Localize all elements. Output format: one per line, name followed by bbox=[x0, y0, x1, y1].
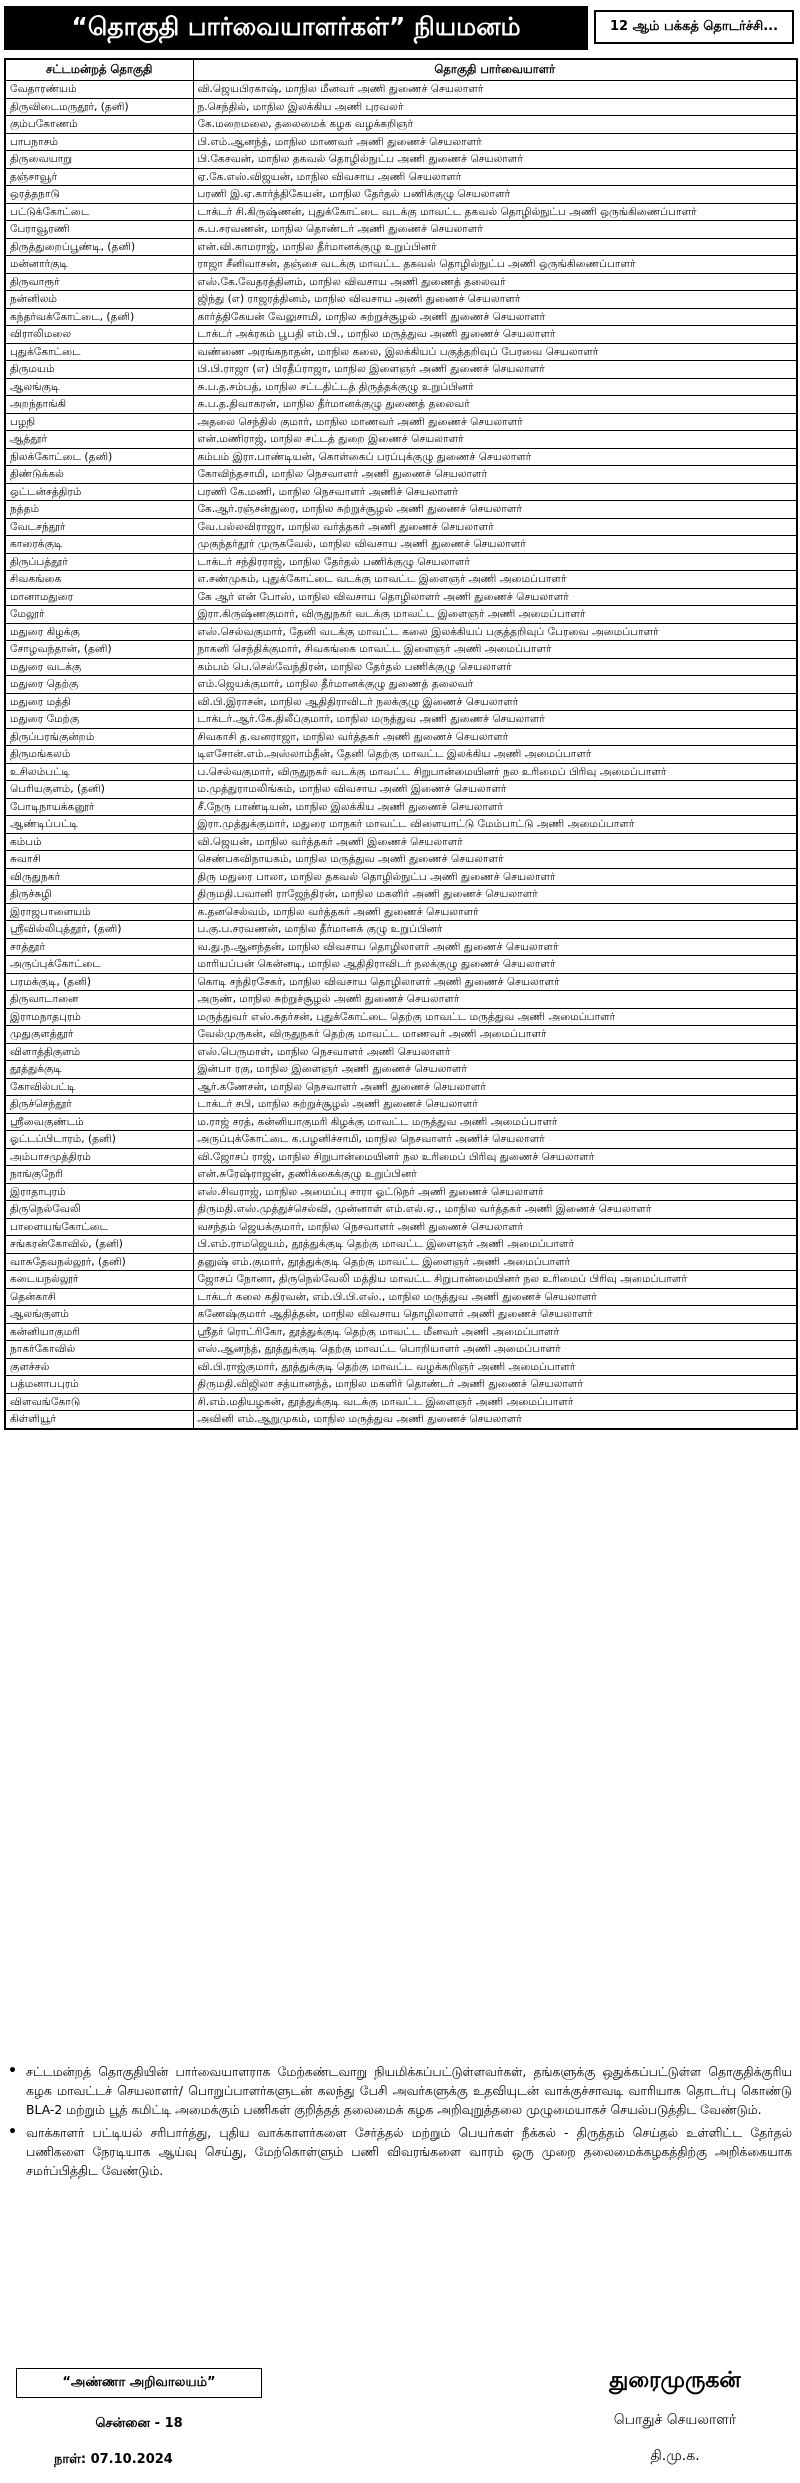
constituency-cell: திருவிடைமருதூர், (தனி) bbox=[5, 98, 193, 116]
organization-name: தி.மு.க. bbox=[650, 2448, 700, 2464]
table-row bbox=[5, 623, 797, 641]
constituency-cell: சாத்தூர் bbox=[5, 938, 193, 956]
table-row bbox=[5, 1008, 797, 1026]
table-row bbox=[5, 221, 797, 239]
constituency-cell: திருநெல்வேலி bbox=[5, 1201, 193, 1219]
table-row bbox=[5, 1026, 797, 1044]
observer-cell: எஸ்.கே.வேதரத்தினம், மாநில விவசாய அணி துணைத் தலைவர் bbox=[193, 273, 797, 291]
observer-cell: என்.வி.காமராஜ், மாநில தீர்மானக்குழு உறுப்பினர் bbox=[193, 238, 797, 256]
table-row bbox=[5, 571, 797, 589]
observer-cell: சீ.நேரு பாண்டியன், மாநில இலக்கிய அணி துணைச் செயலாளர் bbox=[193, 798, 797, 816]
constituency-cell: ஆலங்குடி bbox=[5, 378, 193, 396]
table-row bbox=[5, 746, 797, 764]
observer-cell: சு.ப.த.திவாகரன், மாநில தீர்மானக்குழு துணைத் தலைவர் bbox=[193, 396, 797, 414]
constituency-cell: முதுகுளத்தூர் bbox=[5, 1026, 193, 1044]
table-row bbox=[5, 1131, 797, 1149]
constituency-cell: விளாத்திகுளம் bbox=[5, 1043, 193, 1061]
observer-cell: கம்பம் இரா.பாண்டியன், கொள்கைப் பரப்புக்குழு துணைச் செயலாளர் bbox=[193, 448, 797, 466]
constituency-cell: நிலக்கோட்டை (தனி) bbox=[5, 448, 193, 466]
table-row bbox=[5, 1218, 797, 1236]
table-row bbox=[5, 343, 797, 361]
observer-cell: வி.பி.ராஜ்குமார், தூத்துக்குடி தெற்கு மாவட்ட வழக்கறிஞர் அணி அமைப்பாளர் bbox=[193, 1358, 797, 1376]
constituency-cell: போடிநாயக்கனூர் bbox=[5, 798, 193, 816]
constituency-cell: விருதுநகர் bbox=[5, 868, 193, 886]
observer-cell: வேல்முருகன், விருதுநகர் தெற்கு மாவட்ட மாணவர் அணி அமைப்பாளர் bbox=[193, 1026, 797, 1044]
table-row bbox=[5, 98, 797, 116]
observer-cell: ம.முத்துராமலிங்கம், மாநில விவசாய அணி இணைச் செயலாளர் bbox=[193, 781, 797, 799]
constituency-cell: மன்னார்குடி bbox=[5, 256, 193, 274]
observer-cell: ஆர்.கணேசன், மாநில நெசவாளர் அணி துணைச் செயலாளர் bbox=[193, 1078, 797, 1096]
observer-cell: நாகனி செந்திக்குமார், சிவகங்கை மாவட்ட இளைஞர் அணி அமைப்பாளர் bbox=[193, 641, 797, 659]
table-row bbox=[5, 81, 797, 99]
constituency-cell: தென்காசி bbox=[5, 1288, 193, 1306]
observer-cell: டாக்டர் சந்திரராஜ், மாநில தேர்தல் பணிக்குழு செயலாளர் bbox=[193, 553, 797, 571]
constituency-cell: காரைக்குடி bbox=[5, 536, 193, 554]
table-body bbox=[5, 81, 797, 1429]
observer-table-wrap bbox=[4, 58, 796, 1430]
constituency-cell: ஸ்ரீவில்லிபுத்தூர், (தனி) bbox=[5, 921, 193, 939]
table-row bbox=[5, 326, 797, 344]
constituency-cell: மேலூர் bbox=[5, 606, 193, 624]
table-row bbox=[5, 256, 797, 274]
constituency-cell: கிள்ளியூர் bbox=[5, 1411, 193, 1429]
observer-cell: கம்பம் பெ.செல்வேந்திரன், மாநில தேர்தல் பணிக்குழு செயலாளர் bbox=[193, 658, 797, 676]
observer-cell: சி.எம்.மதியழகன், தூத்துக்குடி வடக்கு மாவட்ட இளைஞர் அணி அமைப்பாளர் bbox=[193, 1393, 797, 1411]
constituency-cell: ஆண்டிப்பட்டி bbox=[5, 816, 193, 834]
table-row bbox=[5, 833, 797, 851]
table-row bbox=[5, 1043, 797, 1061]
constituency-cell: திருமயம் bbox=[5, 361, 193, 379]
observer-cell: க.தனசெல்வம், மாநில வர்த்தகர் அணி துணைச் செயலாளர் bbox=[193, 903, 797, 921]
observer-cell: கே ஆர் என் போஸ், மாநில விவசாய தொழிலாளர் அணி துணைச் செயலாளர் bbox=[193, 588, 797, 606]
observer-cell: சு.ப.சரவணன், மாநில தொண்டர் அணி துணைச் செயலாளர் bbox=[193, 221, 797, 239]
constituency-cell: திருப்பரங்குன்றம் bbox=[5, 728, 193, 746]
table-row bbox=[5, 641, 797, 659]
constituency-cell: திண்டுக்கல் bbox=[5, 466, 193, 484]
instruction-item bbox=[8, 2062, 792, 2119]
constituency-cell: ஆலங்குளம் bbox=[5, 1306, 193, 1324]
table-row bbox=[5, 886, 797, 904]
observer-cell: டாக்டர் கலை கதிரவன், எம்.பி.பி.எஸ்., மாநில மருத்துவ அணி துணைச் செயலாளர் bbox=[193, 1288, 797, 1306]
table-row bbox=[5, 1341, 797, 1359]
constituency-cell: சோழவந்தான், (தனி) bbox=[5, 641, 193, 659]
constituency-cell: திருவாடானை bbox=[5, 991, 193, 1009]
table-row bbox=[5, 1113, 797, 1131]
constituency-cell: திருச்சுழி bbox=[5, 886, 193, 904]
constituency-cell: மதுரை மேற்கு bbox=[5, 711, 193, 729]
observer-cell: வி.ஜோசப் ராஜ், மாநில சிறுபான்மையினர் நல உரிமைப் பிரிவு துணைச் செயலாளர் bbox=[193, 1148, 797, 1166]
table-row bbox=[5, 938, 797, 956]
observer-cell: திருமதி.எஸ்.முத்துச்செல்வி, முன்னாள் எம்.எல்.ஏ., மாநில வர்த்தகர் அணி இணைச் செயலாளர் bbox=[193, 1201, 797, 1219]
constituency-cell: கும்பகோணம் bbox=[5, 116, 193, 134]
observer-cell: ப.கு.ப.சரவணன், மாநில தீர்மானக் குழு உறுப்பினர் bbox=[193, 921, 797, 939]
observer-cell: மாரியப்பன் கென்னடி, மாநில ஆதிதிராவிடர் நலக்குழு துணைச் செயலாளர் bbox=[193, 956, 797, 974]
constituency-cell: கந்தர்வக்கோட்டை, (தனி) bbox=[5, 308, 193, 326]
observer-cell: கணேஷ்குமார் ஆதித்தன், மாநில விவசாய தொழிலாளர் அணி துணைச் செயலாளர் bbox=[193, 1306, 797, 1324]
observer-cell: செண்பகவிநாயகம், மாநில மருத்துவ அணி துணைச் செயலாளர் bbox=[193, 851, 797, 869]
constituency-cell: திருமங்கலம் bbox=[5, 746, 193, 764]
instruction-item bbox=[8, 2123, 792, 2180]
table-row bbox=[5, 168, 797, 186]
table-row bbox=[5, 413, 797, 431]
table-row bbox=[5, 781, 797, 799]
table-row bbox=[5, 1183, 797, 1201]
constituency-cell: மதுரை கிழக்கு bbox=[5, 623, 193, 641]
table-row bbox=[5, 133, 797, 151]
constituency-cell: பழநி bbox=[5, 413, 193, 431]
constituency-cell: வேதாரண்யம் bbox=[5, 81, 193, 99]
table-row bbox=[5, 291, 797, 309]
observer-cell: எ.சண்முகம், புதுக்கோட்டை வடக்கு மாவட்ட இளைஞர் அணி அமைப்பாளர் bbox=[193, 571, 797, 589]
table-row bbox=[5, 588, 797, 606]
observer-cell: இன்பா ரகு, மாநில இளைஞர் அணி துணைச் செயலாளர் bbox=[193, 1061, 797, 1079]
observer-cell: வி.பி.இராசன், மாநில ஆதிதிராவிடர் நலக்குழு இணைச் செயலாளர் bbox=[193, 693, 797, 711]
constituency-cell: குளச்சல் bbox=[5, 1358, 193, 1376]
constituency-cell: திருத்துறைப்பூண்டி, (தனி) bbox=[5, 238, 193, 256]
constituency-cell: கோவில்பட்டி bbox=[5, 1078, 193, 1096]
constituency-cell: ஒரத்தநாடு bbox=[5, 186, 193, 204]
observer-cell: எஸ்.செல்வகுமார், தேனி வடக்கு மாவட்ட கலை இலக்கியப் பகுத்தறிவுப் பேரவை அமைப்பாளர் bbox=[193, 623, 797, 641]
observer-cell: கே.மறைமலை, தலைமைக் கழக வழக்கறிஞர் bbox=[193, 116, 797, 134]
table-row bbox=[5, 1148, 797, 1166]
instruction-text: சட்டமன்றத் தொகுதியின் பார்வையாளராக மேற்கண்டவாறு நியமிக்கப்பட்டுள்ளவர்கள், தங்களுக்கு ஒதுக்கப்பட்டுள்ள தொகுதிக்குரிய கழக மாவட்டச் செயலாளர்/ பொறுப்பாளர்களுடன் கலந்து பேசி அவர்களுக்கு உதவியுடன் வாக்குச்சாவடி வாரியாக தொடர்பு கொண்டு BLA-2 மற்றும் பூத் கமிட்டி அமைக்கும் பணிகள் குறித்தத் தலைமைக் கழக அறிவுறுத்தலை முழுமையாகச் செயல்படுத்திட வேண்டும். bbox=[26, 2064, 792, 2117]
column-header-constituency: சட்டமன்றத் தொகுதி bbox=[5, 59, 193, 81]
observer-cell: அருப்புக்கோட்டை க.பழனிச்சாமி, மாநில நெசவாளர் அணிச் செயலாளர் bbox=[193, 1131, 797, 1149]
observer-cell: எஸ்.சிவராஜ், மாநில அமைப்பு சாரா ஓட்டுநர் அணி துணைச் செயலாளர் bbox=[193, 1183, 797, 1201]
constituency-cell: உசிலம்பட்டி bbox=[5, 763, 193, 781]
constituency-cell: பாளையங்கோட்டை bbox=[5, 1218, 193, 1236]
constituency-cell: பெரியகுளம், (தனி) bbox=[5, 781, 193, 799]
office-city: சென்னை - 18 bbox=[95, 2416, 183, 2431]
observer-cell: இரா.முத்துக்குமார், மதுரை மாநகர் மாவட்ட விளையாட்டு மேம்பாட்டு அணி அமைப்பாளர் bbox=[193, 816, 797, 834]
constituency-cell: கன்னியாகுமரி bbox=[5, 1323, 193, 1341]
observer-cell: ஏ.கே.எஸ்.விஜயன், மாநில விவசாய அணி செயலாளர் bbox=[193, 168, 797, 186]
constituency-cell: சிவகங்கை bbox=[5, 571, 193, 589]
table-row bbox=[5, 518, 797, 536]
observer-cell: ம.ராஜ் சரத், கன்னியாகுமரி கிழக்கு மாவட்ட மருத்துவ அணி அமைப்பாளர் bbox=[193, 1113, 797, 1131]
issue-date: நாள்: 07.10.2024 bbox=[54, 2452, 173, 2467]
observer-cell: டாக்டர்.ஆர்.கே.திலீப்குமார், மாநில மருத்துவ அணி துணைச் செயலாளர் bbox=[193, 711, 797, 729]
table-row bbox=[5, 693, 797, 711]
table-row bbox=[5, 448, 797, 466]
constituency-cell: வாசுதேவநல்லூர், (தனி) bbox=[5, 1253, 193, 1271]
table-row bbox=[5, 308, 797, 326]
observer-cell: ஜோசப் நோனா, திருநெல்வேலி மத்திய மாவட்ட சிறுபான்மையினர் நல உரிமைப் பிரிவு அமைப்பாளர் bbox=[193, 1271, 797, 1289]
table-row bbox=[5, 483, 797, 501]
observer-cell: பரணி இ.ஏ.கார்த்திகேயன், மாநில தேர்தல் பணிக்குழு செயலாளர் bbox=[193, 186, 797, 204]
constituency-cell: தூத்துக்குடி bbox=[5, 1061, 193, 1079]
table-row bbox=[5, 186, 797, 204]
observer-cell: டிஎசோன்.எம்.அஸ்லாம்தீன், தேனி தெற்கு மாவட்ட இலக்கிய அணி அமைப்பாளர் bbox=[193, 746, 797, 764]
observer-cell: எம்.ஜெயக்குமார், மாநில தீர்மானக்குழு துணைத் தலைவர் bbox=[193, 676, 797, 694]
observer-cell: ஜிந்து (எ) ராஜரத்தினம், மாநில விவசாய அணி துணைச் செயலாளர் bbox=[193, 291, 797, 309]
constituency-cell: திருவையாறு bbox=[5, 151, 193, 169]
table-row bbox=[5, 763, 797, 781]
observer-cell: சிவகாசி த.வனராஜா, மாநில வர்த்தகர் அணி துணைச் செயலாளர் bbox=[193, 728, 797, 746]
observer-cell: திருமதி.பவானி ராஜேந்திரன், மாநில மகளிர் அணி துணைச் செயலாளர் bbox=[193, 886, 797, 904]
table-row bbox=[5, 1078, 797, 1096]
constituency-cell: பரமக்குடி, (தனி) bbox=[5, 973, 193, 991]
table-row bbox=[5, 991, 797, 1009]
observer-cell: கே.ஆர்.ரஞ்சன்துரை, மாநில சுற்றுச்சூழல் அணி துணைச் செயலாளர் bbox=[193, 501, 797, 519]
observer-table bbox=[4, 58, 798, 1430]
observer-cell: பி.பி.ராஜா (எ) பிரதீப்ராஜா, மாநில இளைஞர் அணி துணைச் செயலாளர் bbox=[193, 361, 797, 379]
observer-cell: ராஜா சீனிவாசன், தஞ்சை வடக்கு மாவட்ட தகவல் தொழில்நுட்ப அணி ஒருங்கிணைப்பாளர் bbox=[193, 256, 797, 274]
bullet-icon: • bbox=[8, 2124, 17, 2140]
table-row bbox=[5, 868, 797, 886]
constituency-cell: புதுக்கோட்டை bbox=[5, 343, 193, 361]
observer-cell: என்.சுரேஷ்ராஜன், தணிக்கைக்குழு உறுப்பினர் bbox=[193, 1166, 797, 1184]
constituency-cell: திருச்செந்தூர் bbox=[5, 1096, 193, 1114]
bullet-icon: • bbox=[8, 2063, 17, 2079]
table-row bbox=[5, 851, 797, 869]
table-row bbox=[5, 238, 797, 256]
observer-cell: வே.பல்லவிராஜா, மாநில வர்த்தகர் அணி துணைச் செயலாளர் bbox=[193, 518, 797, 536]
table-row bbox=[5, 658, 797, 676]
observer-cell: என்.மணிராஜ், மாநில சட்டத் துறை இணைச் செயலாளர் bbox=[193, 431, 797, 449]
constituency-cell: ஸ்ரீவைகுண்டம் bbox=[5, 1113, 193, 1131]
constituency-cell: பேராவூரணி bbox=[5, 221, 193, 239]
column-header-observer: தொகுதி பார்வையாளர் bbox=[193, 59, 797, 81]
constituency-cell: இராமநாதபுரம் bbox=[5, 1008, 193, 1026]
table-row bbox=[5, 553, 797, 571]
footer bbox=[0, 2360, 800, 2480]
table-row bbox=[5, 431, 797, 449]
observer-cell: இரா.கிருஷ்ணகுமார், விருதுநகர் வடக்கு மாவட்ட இளைஞர் அணி அமைப்பாளர் bbox=[193, 606, 797, 624]
observer-cell: டாக்டர் சி.கிருஷ்ணன், புதுக்கோட்டை வடக்கு மாவட்ட தகவல் தொழில்நுட்ப அணி ஒருங்கிணைப்பாளர் bbox=[193, 203, 797, 221]
table-row bbox=[5, 921, 797, 939]
observer-cell: வி.ஜெயன், மாநில வர்த்தகர் அணி இணைச் செயலாளர் bbox=[193, 833, 797, 851]
table-row bbox=[5, 203, 797, 221]
table-row bbox=[5, 501, 797, 519]
constituency-cell: கம்பம் bbox=[5, 833, 193, 851]
continued-label: 12 ஆம் பக்கத் தொடர்ச்சி... bbox=[594, 10, 794, 44]
observer-cell: பி.கேசவன், மாநில தகவல் தொழில்நுட்ப அணி துணைச் செயலாளர் bbox=[193, 151, 797, 169]
constituency-cell: வேடசந்தூர் bbox=[5, 518, 193, 536]
observer-cell: எஸ்.பெருமாள், மாநில நெசவாளர் அணி செயலாளர் bbox=[193, 1043, 797, 1061]
constituency-cell: ஒட்டன்சத்திரம் bbox=[5, 483, 193, 501]
page-title: “தொகுதி பார்வையாளர்கள்” நியமனம் bbox=[4, 6, 588, 50]
constituency-cell: அருப்புக்கோட்டை bbox=[5, 956, 193, 974]
observer-cell: திரு மதுரை பாலா, மாநில தகவல் தொழில்நுட்ப அணி துணைச் செயலாளர் bbox=[193, 868, 797, 886]
table-row bbox=[5, 1166, 797, 1184]
observer-cell: பி.எம்.ராமஜெயம், தூத்துக்குடி தெற்கு மாவட்ட இளைஞர் அணி அமைப்பாளர் bbox=[193, 1236, 797, 1254]
constituency-cell: விராலிமலை bbox=[5, 326, 193, 344]
table-row bbox=[5, 1236, 797, 1254]
observer-cell: ந.செந்தில், மாநில இலக்கிய அணி புரவலர் bbox=[193, 98, 797, 116]
table-header-row bbox=[5, 59, 797, 81]
constituency-cell: இராஜபாளையம் bbox=[5, 903, 193, 921]
constituency-cell: பத்மனாபபுரம் bbox=[5, 1376, 193, 1394]
constituency-cell: தஞ்சாவூர் bbox=[5, 168, 193, 186]
table-row bbox=[5, 1376, 797, 1394]
table-row bbox=[5, 1253, 797, 1271]
constituency-cell: அறந்தாங்கி bbox=[5, 396, 193, 414]
observer-cell: முகுந்தர்தூர் முருகவேல், மாநில விவசாய அணி துணைச் செயலாளர் bbox=[193, 536, 797, 554]
observer-cell: திருமதி.விஜிலா சத்யானந்த், மாநில மகளிர் தொண்டர் அணி துணைச் செயலாளர் bbox=[193, 1376, 797, 1394]
table-row bbox=[5, 711, 797, 729]
observer-cell: வண்ணை அரங்கநாதன், மாநில கலை, இலக்கியப் பகுத்தறிவுப் பேரவை செயலாளர் bbox=[193, 343, 797, 361]
table-row bbox=[5, 816, 797, 834]
table-row bbox=[5, 396, 797, 414]
table-row bbox=[5, 1096, 797, 1114]
constituency-cell: மதுரை வடக்கு bbox=[5, 658, 193, 676]
table-row bbox=[5, 973, 797, 991]
observer-cell: கொடி சந்திரசேகர், மாநில விவசாய தொழிலாளர் அணி துணைச் செயலாளர் bbox=[193, 973, 797, 991]
constituency-cell: திருவாரூர் bbox=[5, 273, 193, 291]
observer-cell: ஸ்ரீதர் ரொட்ரிகோ, தூத்துக்குடி தெற்கு மாவட்ட மீனவர் அணி அமைப்பாளர் bbox=[193, 1323, 797, 1341]
constituency-cell: நன்னிலம் bbox=[5, 291, 193, 309]
observer-cell: பி.எம்.ஆனந்த், மாநில மாணவர் அணி துணைச் செயலாளர் bbox=[193, 133, 797, 151]
table-row bbox=[5, 1201, 797, 1219]
table-row bbox=[5, 1306, 797, 1324]
table-row bbox=[5, 1288, 797, 1306]
table-row bbox=[5, 728, 797, 746]
observer-cell: அவினி எம்.ஆறுமுகம், மாநில மருத்துவ அணி துணைச் செயலாளர் bbox=[193, 1411, 797, 1429]
constituency-cell: நாங்குநேரி bbox=[5, 1166, 193, 1184]
signatory-name: துரைமுருகன் bbox=[609, 2368, 741, 2393]
observer-cell: தனுஷ் எம்.குமார், தூத்துக்குடி தெற்கு மாவட்ட இளைஞர் அணி அமைப்பாளர் bbox=[193, 1253, 797, 1271]
constituency-cell: சங்கரன்கோவில், (தனி) bbox=[5, 1236, 193, 1254]
signatory-role: பொதுச் செயலாளர் bbox=[613, 2412, 737, 2428]
constituency-cell: பாபநாசம் bbox=[5, 133, 193, 151]
constituency-cell: கடையநல்லூர் bbox=[5, 1271, 193, 1289]
table-row bbox=[5, 606, 797, 624]
header bbox=[0, 0, 800, 56]
observer-cell: வ.து.ந.ஆனந்தன், மாநில விவசாய தொழிலாளர் அணி துணைச் செயலாளர் bbox=[193, 938, 797, 956]
table-row bbox=[5, 1271, 797, 1289]
observer-cell: மருத்துவர் எஸ்.சுதர்சன், புதுக்கோட்டை தெற்கு மாவட்ட மருத்துவ அணி அமைப்பாளர் bbox=[193, 1008, 797, 1026]
constituency-cell: விளவங்கோடு bbox=[5, 1393, 193, 1411]
table-row bbox=[5, 1323, 797, 1341]
constituency-cell: சுவாசி bbox=[5, 851, 193, 869]
constituency-cell: ஆத்தூர் bbox=[5, 431, 193, 449]
instructions bbox=[8, 2062, 792, 2184]
constituency-cell: அம்பாசமுத்திரம் bbox=[5, 1148, 193, 1166]
table-row bbox=[5, 1358, 797, 1376]
table-row bbox=[5, 466, 797, 484]
constituency-cell: இராதாபுரம் bbox=[5, 1183, 193, 1201]
constituency-cell: மானாமதுரை bbox=[5, 588, 193, 606]
table-row bbox=[5, 151, 797, 169]
observer-cell: எஸ்.ஆனந்த், தூத்துக்குடி தெற்கு மாவட்ட பொறியாளர் அணி அமைப்பாளர் bbox=[193, 1341, 797, 1359]
constituency-cell: நாகர்கோவில் bbox=[5, 1341, 193, 1359]
observer-cell: டாக்டர் சபி, மாநில சுற்றுச்சூழல் அணி துணைச் செயலாளர் bbox=[193, 1096, 797, 1114]
table-row bbox=[5, 1061, 797, 1079]
table-row bbox=[5, 1393, 797, 1411]
observer-cell: வி.ஜெயபிரகாஷ், மாநில மீனவர் அணி துணைச் செயலாளர் bbox=[193, 81, 797, 99]
observer-cell: அதலை செந்தில் குமார், மாநில மாணவர் அணி துணைச் செயலாளர் bbox=[193, 413, 797, 431]
constituency-cell: பட்டுக்கோட்டை bbox=[5, 203, 193, 221]
constituency-cell: திருப்பத்தூர் bbox=[5, 553, 193, 571]
table-row bbox=[5, 676, 797, 694]
table-row bbox=[5, 378, 797, 396]
observer-cell: சு.ப.த.சம்பத், மாநில சட்டதிட்டத் திருத்தக்குழு உறுப்பினர் bbox=[193, 378, 797, 396]
constituency-cell: மதுரை தெற்கு bbox=[5, 676, 193, 694]
observer-cell: வசந்தம் ஜெயக்குமார், மாநில நெசவாளர் அணி துணைச் செயலாளர் bbox=[193, 1218, 797, 1236]
constituency-cell: மதுரை மத்தி bbox=[5, 693, 193, 711]
table-row bbox=[5, 956, 797, 974]
constituency-cell: ஓட்டப்பிடாரம், (தனி) bbox=[5, 1131, 193, 1149]
observer-cell: பரணி கே.மணி, மாநில நெசவாளர் அணிச் செயலாளர் bbox=[193, 483, 797, 501]
table-row bbox=[5, 273, 797, 291]
table-row bbox=[5, 798, 797, 816]
instruction-text: வாக்காளர் பட்டியல் சரிபார்த்து, புதிய வாக்காளர்களை சேர்த்தல் மற்றும் பெயர்கள் நீக்கல் - திருத்தம் செய்தல் உள்ளிட்ட தேர்தல் பணிகளை நேரடியாக ஆய்வு செய்து, மேற்கொள்ளும் பணி விவரங்களை வாரம் ஒரு முறை தலைமைக்கழகத்திற்கு அறிக்கையாக சமர்ப்பித்திட வேண்டும். bbox=[26, 2125, 792, 2178]
table-row bbox=[5, 903, 797, 921]
table-row bbox=[5, 116, 797, 134]
table-row bbox=[5, 1411, 797, 1429]
observer-cell: கார்த்திகேயன் வேலுசாமி, மாநில சுற்றுச்சூழல் அணி துணைச் செயலாளர் bbox=[193, 308, 797, 326]
observer-cell: அருண், மாநில சுற்றுச்சூழல் அணி துணைச் செயலாளர் bbox=[193, 991, 797, 1009]
table-row bbox=[5, 361, 797, 379]
office-address: “அண்ணா அறிவாலயம்” bbox=[16, 2368, 262, 2398]
observer-cell: கோவிந்தசாமி, மாநில நெசவாளர் அணி துணைச் செயலாளர் bbox=[193, 466, 797, 484]
table-row bbox=[5, 536, 797, 554]
observer-cell: டாக்டர் அக்ரகம் பூபதி எம்.பி., மாநில மருத்துவ அணி துணைச் செயலாளர் bbox=[193, 326, 797, 344]
constituency-cell: நத்தம் bbox=[5, 501, 193, 519]
observer-cell: ப.செல்வகுமார், விருதுநகர் வடக்கு மாவட்ட சிறுபான்மையினர் நல உரிமைப் பிரிவு அமைப்பாளர் bbox=[193, 763, 797, 781]
